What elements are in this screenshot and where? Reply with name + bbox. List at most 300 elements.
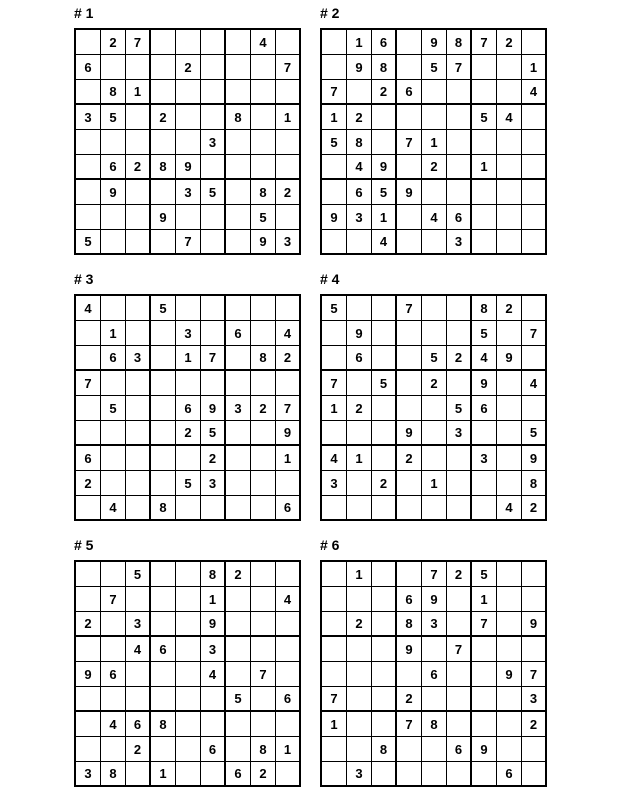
sudoku-cell[interactable] bbox=[226, 180, 251, 205]
sudoku-cell[interactable] bbox=[276, 612, 301, 637]
sudoku-cell[interactable]: 6 bbox=[101, 662, 126, 687]
sudoku-cell[interactable]: 4 bbox=[251, 30, 276, 55]
sudoku-cell[interactable]: 4 bbox=[322, 446, 347, 471]
sudoku-cell[interactable] bbox=[126, 762, 151, 787]
sudoku-cell[interactable] bbox=[151, 55, 176, 80]
sudoku-cell[interactable]: 5 bbox=[372, 371, 397, 396]
sudoku-cell[interactable]: 6 bbox=[101, 155, 126, 180]
sudoku-cell[interactable] bbox=[347, 737, 372, 762]
sudoku-cell[interactable] bbox=[226, 346, 251, 371]
sudoku-cell[interactable]: 6 bbox=[276, 496, 301, 521]
sudoku-cell[interactable]: 3 bbox=[447, 421, 472, 446]
sudoku-cell[interactable] bbox=[176, 687, 201, 712]
sudoku-cell[interactable]: 5 bbox=[322, 296, 347, 321]
sudoku-cell[interactable] bbox=[447, 80, 472, 105]
sudoku-cell[interactable] bbox=[151, 446, 176, 471]
sudoku-cell[interactable] bbox=[397, 471, 422, 496]
sudoku-cell[interactable] bbox=[226, 471, 251, 496]
sudoku-cell[interactable] bbox=[151, 662, 176, 687]
sudoku-cell[interactable]: 2 bbox=[372, 471, 397, 496]
sudoku-cell[interactable] bbox=[76, 80, 101, 105]
sudoku-cell[interactable]: 9 bbox=[201, 612, 226, 637]
sudoku-cell[interactable] bbox=[126, 130, 151, 155]
sudoku-cell[interactable] bbox=[522, 637, 547, 662]
sudoku-cell[interactable] bbox=[497, 55, 522, 80]
sudoku-cell[interactable]: 5 bbox=[472, 562, 497, 587]
sudoku-cell[interactable]: 9 bbox=[251, 230, 276, 255]
sudoku-cell[interactable] bbox=[472, 762, 497, 787]
sudoku-cell[interactable] bbox=[176, 30, 201, 55]
sudoku-cell[interactable]: 8 bbox=[226, 105, 251, 130]
sudoku-cell[interactable] bbox=[497, 737, 522, 762]
sudoku-cell[interactable] bbox=[151, 180, 176, 205]
sudoku-cell[interactable] bbox=[201, 762, 226, 787]
sudoku-cell[interactable] bbox=[347, 471, 372, 496]
sudoku-cell[interactable] bbox=[251, 80, 276, 105]
sudoku-cell[interactable]: 5 bbox=[151, 296, 176, 321]
sudoku-cell[interactable]: 9 bbox=[347, 321, 372, 346]
sudoku-cell[interactable] bbox=[497, 587, 522, 612]
sudoku-cell[interactable]: 2 bbox=[397, 446, 422, 471]
sudoku-cell[interactable] bbox=[422, 687, 447, 712]
sudoku-cell[interactable]: 5 bbox=[176, 471, 201, 496]
sudoku-cell[interactable]: 2 bbox=[347, 612, 372, 637]
sudoku-cell[interactable] bbox=[126, 105, 151, 130]
sudoku-cell[interactable]: 5 bbox=[101, 396, 126, 421]
sudoku-cell[interactable] bbox=[226, 55, 251, 80]
sudoku-cell[interactable]: 2 bbox=[347, 396, 372, 421]
sudoku-cell[interactable] bbox=[151, 346, 176, 371]
sudoku-cell[interactable] bbox=[251, 687, 276, 712]
sudoku-cell[interactable] bbox=[422, 105, 447, 130]
sudoku-cell[interactable] bbox=[251, 105, 276, 130]
sudoku-cell[interactable] bbox=[151, 371, 176, 396]
sudoku-cell[interactable]: 9 bbox=[422, 30, 447, 55]
sudoku-cell[interactable]: 5 bbox=[226, 687, 251, 712]
sudoku-cell[interactable] bbox=[397, 371, 422, 396]
sudoku-cell[interactable] bbox=[447, 446, 472, 471]
sudoku-cell[interactable] bbox=[372, 421, 397, 446]
sudoku-cell[interactable] bbox=[76, 205, 101, 230]
sudoku-cell[interactable] bbox=[397, 737, 422, 762]
sudoku-cell[interactable]: 7 bbox=[176, 230, 201, 255]
sudoku-cell[interactable]: 9 bbox=[76, 662, 101, 687]
sudoku-cell[interactable] bbox=[497, 712, 522, 737]
sudoku-cell[interactable] bbox=[447, 130, 472, 155]
sudoku-cell[interactable]: 5 bbox=[76, 230, 101, 255]
sudoku-cell[interactable]: 7 bbox=[251, 662, 276, 687]
sudoku-cell[interactable]: 3 bbox=[76, 762, 101, 787]
sudoku-cell[interactable] bbox=[126, 496, 151, 521]
sudoku-cell[interactable]: 8 bbox=[422, 712, 447, 737]
sudoku-cell[interactable] bbox=[201, 155, 226, 180]
sudoku-cell[interactable]: 7 bbox=[322, 371, 347, 396]
sudoku-cell[interactable]: 2 bbox=[522, 496, 547, 521]
sudoku-cell[interactable]: 6 bbox=[397, 587, 422, 612]
sudoku-cell[interactable] bbox=[472, 637, 497, 662]
sudoku-cell[interactable] bbox=[76, 130, 101, 155]
sudoku-cell[interactable] bbox=[101, 130, 126, 155]
sudoku-cell[interactable]: 2 bbox=[347, 105, 372, 130]
sudoku-cell[interactable] bbox=[447, 155, 472, 180]
sudoku-cell[interactable] bbox=[347, 587, 372, 612]
sudoku-cell[interactable] bbox=[101, 371, 126, 396]
sudoku-cell[interactable] bbox=[176, 637, 201, 662]
sudoku-cell[interactable]: 6 bbox=[422, 662, 447, 687]
sudoku-cell[interactable] bbox=[372, 346, 397, 371]
sudoku-cell[interactable]: 7 bbox=[201, 346, 226, 371]
sudoku-cell[interactable] bbox=[472, 712, 497, 737]
sudoku-cell[interactable]: 6 bbox=[447, 205, 472, 230]
sudoku-cell[interactable] bbox=[126, 662, 151, 687]
sudoku-cell[interactable]: 2 bbox=[101, 30, 126, 55]
sudoku-cell[interactable] bbox=[201, 30, 226, 55]
sudoku-cell[interactable]: 9 bbox=[397, 180, 422, 205]
sudoku-cell[interactable]: 1 bbox=[472, 155, 497, 180]
sudoku-cell[interactable] bbox=[522, 562, 547, 587]
sudoku-cell[interactable] bbox=[397, 396, 422, 421]
sudoku-cell[interactable]: 9 bbox=[372, 155, 397, 180]
sudoku-cell[interactable] bbox=[76, 30, 101, 55]
sudoku-cell[interactable]: 7 bbox=[422, 562, 447, 587]
sudoku-cell[interactable]: 8 bbox=[251, 737, 276, 762]
sudoku-cell[interactable]: 6 bbox=[347, 180, 372, 205]
sudoku-cell[interactable]: 6 bbox=[176, 396, 201, 421]
sudoku-cell[interactable]: 2 bbox=[251, 396, 276, 421]
sudoku-cell[interactable] bbox=[101, 637, 126, 662]
sudoku-cell[interactable]: 3 bbox=[76, 105, 101, 130]
sudoku-cell[interactable]: 5 bbox=[126, 562, 151, 587]
sudoku-cell[interactable]: 4 bbox=[522, 80, 547, 105]
sudoku-cell[interactable]: 9 bbox=[101, 180, 126, 205]
sudoku-cell[interactable] bbox=[226, 612, 251, 637]
sudoku-cell[interactable] bbox=[397, 346, 422, 371]
sudoku-cell[interactable] bbox=[322, 612, 347, 637]
sudoku-cell[interactable]: 4 bbox=[276, 321, 301, 346]
sudoku-cell[interactable] bbox=[76, 421, 101, 446]
sudoku-cell[interactable] bbox=[101, 562, 126, 587]
sudoku-cell[interactable] bbox=[522, 737, 547, 762]
sudoku-cell[interactable]: 2 bbox=[201, 446, 226, 471]
sudoku-cell[interactable] bbox=[101, 471, 126, 496]
sudoku-cell[interactable] bbox=[497, 471, 522, 496]
sudoku-cell[interactable]: 2 bbox=[276, 180, 301, 205]
sudoku-cell[interactable]: 8 bbox=[251, 346, 276, 371]
sudoku-cell[interactable]: 8 bbox=[447, 30, 472, 55]
sudoku-cell[interactable] bbox=[101, 612, 126, 637]
sudoku-cell[interactable]: 7 bbox=[397, 296, 422, 321]
sudoku-cell[interactable]: 1 bbox=[347, 30, 372, 55]
sudoku-cell[interactable] bbox=[276, 562, 301, 587]
sudoku-cell[interactable] bbox=[372, 637, 397, 662]
sudoku-cell[interactable]: 4 bbox=[76, 296, 101, 321]
sudoku-cell[interactable] bbox=[151, 562, 176, 587]
sudoku-cell[interactable]: 8 bbox=[201, 562, 226, 587]
sudoku-cell[interactable]: 6 bbox=[372, 30, 397, 55]
sudoku-cell[interactable] bbox=[522, 105, 547, 130]
sudoku-cell[interactable] bbox=[497, 230, 522, 255]
sudoku-cell[interactable] bbox=[226, 662, 251, 687]
sudoku-cell[interactable] bbox=[497, 612, 522, 637]
sudoku-cell[interactable] bbox=[522, 762, 547, 787]
sudoku-cell[interactable]: 9 bbox=[276, 421, 301, 446]
sudoku-cell[interactable] bbox=[251, 296, 276, 321]
sudoku-cell[interactable] bbox=[522, 205, 547, 230]
sudoku-cell[interactable]: 4 bbox=[101, 712, 126, 737]
sudoku-cell[interactable] bbox=[447, 471, 472, 496]
sudoku-cell[interactable]: 2 bbox=[126, 155, 151, 180]
sudoku-cell[interactable] bbox=[176, 587, 201, 612]
sudoku-cell[interactable] bbox=[347, 80, 372, 105]
sudoku-cell[interactable]: 5 bbox=[522, 421, 547, 446]
sudoku-cell[interactable] bbox=[447, 662, 472, 687]
sudoku-cell[interactable]: 5 bbox=[472, 321, 497, 346]
sudoku-cell[interactable]: 4 bbox=[201, 662, 226, 687]
sudoku-cell[interactable] bbox=[276, 371, 301, 396]
sudoku-cell[interactable]: 3 bbox=[226, 396, 251, 421]
sudoku-cell[interactable]: 1 bbox=[151, 762, 176, 787]
sudoku-cell[interactable] bbox=[151, 687, 176, 712]
sudoku-cell[interactable] bbox=[176, 612, 201, 637]
sudoku-cell[interactable] bbox=[101, 446, 126, 471]
sudoku-cell[interactable] bbox=[101, 687, 126, 712]
sudoku-cell[interactable] bbox=[322, 321, 347, 346]
sudoku-cell[interactable] bbox=[126, 205, 151, 230]
sudoku-cell[interactable] bbox=[497, 637, 522, 662]
sudoku-cell[interactable] bbox=[522, 396, 547, 421]
sudoku-cell[interactable] bbox=[251, 371, 276, 396]
sudoku-cell[interactable] bbox=[201, 230, 226, 255]
sudoku-cell[interactable] bbox=[76, 396, 101, 421]
sudoku-cell[interactable]: 8 bbox=[151, 155, 176, 180]
sudoku-cell[interactable] bbox=[76, 737, 101, 762]
sudoku-cell[interactable] bbox=[372, 396, 397, 421]
sudoku-cell[interactable]: 3 bbox=[447, 230, 472, 255]
sudoku-cell[interactable] bbox=[322, 55, 347, 80]
sudoku-cell[interactable]: 5 bbox=[472, 105, 497, 130]
sudoku-cell[interactable] bbox=[447, 712, 472, 737]
sudoku-cell[interactable] bbox=[101, 230, 126, 255]
sudoku-cell[interactable] bbox=[76, 587, 101, 612]
sudoku-cell[interactable] bbox=[251, 612, 276, 637]
sudoku-cell[interactable]: 4 bbox=[497, 105, 522, 130]
sudoku-cell[interactable] bbox=[422, 80, 447, 105]
sudoku-cell[interactable] bbox=[447, 496, 472, 521]
sudoku-cell[interactable] bbox=[422, 230, 447, 255]
sudoku-cell[interactable] bbox=[176, 80, 201, 105]
sudoku-cell[interactable] bbox=[276, 637, 301, 662]
sudoku-cell[interactable] bbox=[276, 30, 301, 55]
sudoku-cell[interactable]: 9 bbox=[322, 205, 347, 230]
sudoku-cell[interactable]: 3 bbox=[322, 471, 347, 496]
sudoku-cell[interactable] bbox=[201, 55, 226, 80]
sudoku-cell[interactable] bbox=[322, 155, 347, 180]
sudoku-cell[interactable]: 9 bbox=[176, 155, 201, 180]
sudoku-cell[interactable] bbox=[347, 712, 372, 737]
sudoku-cell[interactable]: 1 bbox=[276, 446, 301, 471]
sudoku-cell[interactable] bbox=[372, 587, 397, 612]
sudoku-cell[interactable]: 6 bbox=[472, 396, 497, 421]
sudoku-cell[interactable] bbox=[276, 662, 301, 687]
sudoku-cell[interactable] bbox=[322, 737, 347, 762]
sudoku-cell[interactable] bbox=[251, 130, 276, 155]
sudoku-cell[interactable]: 9 bbox=[397, 421, 422, 446]
sudoku-cell[interactable]: 5 bbox=[422, 346, 447, 371]
sudoku-cell[interactable]: 4 bbox=[522, 371, 547, 396]
sudoku-cell[interactable]: 7 bbox=[447, 55, 472, 80]
sudoku-cell[interactable] bbox=[201, 371, 226, 396]
sudoku-cell[interactable] bbox=[151, 587, 176, 612]
sudoku-cell[interactable] bbox=[201, 321, 226, 346]
sudoku-cell[interactable] bbox=[251, 446, 276, 471]
sudoku-cell[interactable]: 9 bbox=[472, 371, 497, 396]
sudoku-cell[interactable] bbox=[472, 230, 497, 255]
sudoku-cell[interactable] bbox=[126, 55, 151, 80]
sudoku-cell[interactable] bbox=[76, 712, 101, 737]
sudoku-cell[interactable] bbox=[226, 587, 251, 612]
sudoku-cell[interactable]: 7 bbox=[101, 587, 126, 612]
sudoku-cell[interactable] bbox=[226, 296, 251, 321]
sudoku-cell[interactable]: 8 bbox=[151, 496, 176, 521]
sudoku-cell[interactable] bbox=[447, 371, 472, 396]
sudoku-cell[interactable] bbox=[497, 180, 522, 205]
sudoku-cell[interactable] bbox=[322, 30, 347, 55]
sudoku-cell[interactable]: 5 bbox=[372, 180, 397, 205]
sudoku-cell[interactable] bbox=[347, 496, 372, 521]
sudoku-cell[interactable] bbox=[126, 446, 151, 471]
sudoku-cell[interactable] bbox=[347, 421, 372, 446]
sudoku-cell[interactable] bbox=[176, 205, 201, 230]
sudoku-cell[interactable] bbox=[522, 180, 547, 205]
sudoku-cell[interactable]: 2 bbox=[497, 30, 522, 55]
sudoku-cell[interactable] bbox=[522, 230, 547, 255]
sudoku-cell[interactable]: 7 bbox=[472, 30, 497, 55]
sudoku-cell[interactable] bbox=[101, 737, 126, 762]
sudoku-cell[interactable] bbox=[76, 637, 101, 662]
sudoku-cell[interactable] bbox=[522, 155, 547, 180]
sudoku-cell[interactable] bbox=[126, 321, 151, 346]
sudoku-cell[interactable] bbox=[151, 421, 176, 446]
sudoku-cell[interactable] bbox=[201, 496, 226, 521]
sudoku-cell[interactable] bbox=[226, 637, 251, 662]
sudoku-cell[interactable] bbox=[251, 562, 276, 587]
sudoku-cell[interactable] bbox=[347, 296, 372, 321]
sudoku-cell[interactable] bbox=[497, 205, 522, 230]
sudoku-cell[interactable] bbox=[422, 180, 447, 205]
sudoku-cell[interactable]: 3 bbox=[201, 471, 226, 496]
sudoku-cell[interactable]: 3 bbox=[201, 130, 226, 155]
sudoku-cell[interactable] bbox=[251, 55, 276, 80]
sudoku-cell[interactable]: 6 bbox=[397, 80, 422, 105]
sudoku-cell[interactable]: 8 bbox=[151, 712, 176, 737]
sudoku-cell[interactable] bbox=[397, 762, 422, 787]
sudoku-cell[interactable] bbox=[276, 296, 301, 321]
sudoku-cell[interactable] bbox=[201, 205, 226, 230]
sudoku-cell[interactable] bbox=[322, 762, 347, 787]
sudoku-cell[interactable] bbox=[226, 205, 251, 230]
sudoku-cell[interactable] bbox=[397, 30, 422, 55]
sudoku-cell[interactable] bbox=[276, 205, 301, 230]
sudoku-cell[interactable] bbox=[397, 155, 422, 180]
sudoku-cell[interactable]: 9 bbox=[497, 662, 522, 687]
sudoku-cell[interactable] bbox=[497, 396, 522, 421]
sudoku-cell[interactable]: 9 bbox=[347, 55, 372, 80]
sudoku-cell[interactable] bbox=[497, 130, 522, 155]
sudoku-cell[interactable]: 4 bbox=[422, 205, 447, 230]
sudoku-cell[interactable] bbox=[397, 205, 422, 230]
sudoku-cell[interactable] bbox=[372, 105, 397, 130]
sudoku-cell[interactable] bbox=[472, 496, 497, 521]
sudoku-cell[interactable] bbox=[101, 55, 126, 80]
sudoku-cell[interactable] bbox=[372, 296, 397, 321]
sudoku-cell[interactable] bbox=[226, 712, 251, 737]
sudoku-cell[interactable] bbox=[497, 371, 522, 396]
sudoku-cell[interactable]: 9 bbox=[397, 637, 422, 662]
sudoku-cell[interactable]: 5 bbox=[447, 396, 472, 421]
sudoku-cell[interactable]: 1 bbox=[347, 446, 372, 471]
sudoku-cell[interactable]: 3 bbox=[176, 321, 201, 346]
sudoku-cell[interactable]: 8 bbox=[101, 762, 126, 787]
sudoku-cell[interactable] bbox=[276, 762, 301, 787]
sudoku-cell[interactable] bbox=[226, 446, 251, 471]
sudoku-cell[interactable]: 7 bbox=[397, 130, 422, 155]
sudoku-cell[interactable]: 6 bbox=[126, 712, 151, 737]
sudoku-cell[interactable] bbox=[522, 296, 547, 321]
sudoku-cell[interactable] bbox=[176, 446, 201, 471]
sudoku-cell[interactable]: 5 bbox=[101, 105, 126, 130]
sudoku-cell[interactable] bbox=[151, 230, 176, 255]
sudoku-cell[interactable] bbox=[126, 421, 151, 446]
sudoku-cell[interactable] bbox=[201, 296, 226, 321]
sudoku-cell[interactable]: 1 bbox=[126, 80, 151, 105]
sudoku-cell[interactable]: 9 bbox=[497, 346, 522, 371]
sudoku-cell[interactable]: 2 bbox=[422, 371, 447, 396]
sudoku-cell[interactable] bbox=[126, 687, 151, 712]
sudoku-cell[interactable] bbox=[126, 296, 151, 321]
sudoku-cell[interactable]: 1 bbox=[276, 737, 301, 762]
sudoku-cell[interactable] bbox=[76, 562, 101, 587]
sudoku-cell[interactable] bbox=[276, 80, 301, 105]
sudoku-cell[interactable]: 2 bbox=[422, 155, 447, 180]
sudoku-cell[interactable]: 2 bbox=[76, 612, 101, 637]
sudoku-cell[interactable] bbox=[251, 321, 276, 346]
sudoku-cell[interactable]: 2 bbox=[497, 296, 522, 321]
sudoku-cell[interactable]: 9 bbox=[522, 612, 547, 637]
sudoku-cell[interactable] bbox=[497, 687, 522, 712]
sudoku-cell[interactable] bbox=[176, 296, 201, 321]
sudoku-cell[interactable] bbox=[397, 105, 422, 130]
sudoku-cell[interactable]: 1 bbox=[101, 321, 126, 346]
sudoku-cell[interactable] bbox=[372, 662, 397, 687]
sudoku-cell[interactable] bbox=[372, 712, 397, 737]
sudoku-cell[interactable]: 9 bbox=[522, 446, 547, 471]
sudoku-cell[interactable] bbox=[422, 762, 447, 787]
sudoku-cell[interactable]: 7 bbox=[472, 612, 497, 637]
sudoku-cell[interactable]: 4 bbox=[126, 637, 151, 662]
sudoku-cell[interactable] bbox=[472, 471, 497, 496]
sudoku-cell[interactable] bbox=[126, 471, 151, 496]
sudoku-cell[interactable]: 6 bbox=[276, 687, 301, 712]
sudoku-cell[interactable] bbox=[397, 230, 422, 255]
sudoku-cell[interactable]: 2 bbox=[276, 346, 301, 371]
sudoku-cell[interactable] bbox=[101, 296, 126, 321]
sudoku-cell[interactable] bbox=[322, 421, 347, 446]
sudoku-cell[interactable] bbox=[472, 421, 497, 446]
sudoku-cell[interactable]: 7 bbox=[76, 371, 101, 396]
sudoku-cell[interactable] bbox=[347, 662, 372, 687]
sudoku-cell[interactable]: 2 bbox=[226, 562, 251, 587]
sudoku-cell[interactable] bbox=[226, 230, 251, 255]
